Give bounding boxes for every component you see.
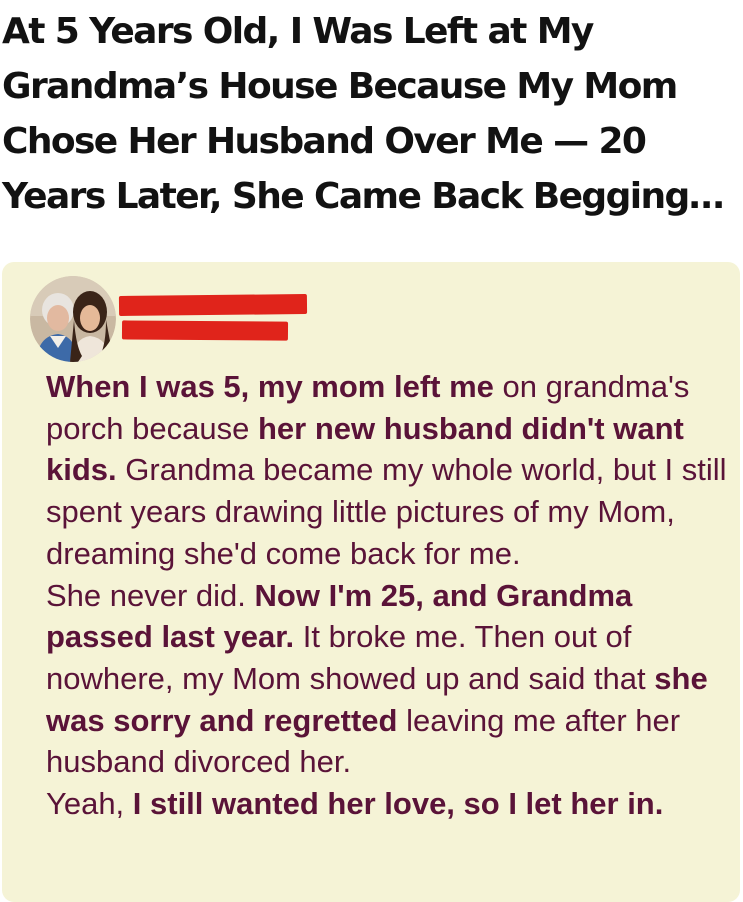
post-text: She never did.: [46, 577, 255, 613]
redacted-handle-bar: [122, 320, 288, 340]
post-text: It broke me. Then out of nowhere, my Mom showed up and said that: [46, 619, 655, 696]
post-body: [46, 366, 736, 825]
post-text-bold: When I was 5, my mom left me: [46, 369, 494, 404]
post-text: on grandma's porch because: [46, 369, 690, 446]
social-post-card: [2, 262, 740, 902]
post-text: leaving me after her husband divorced her.: [46, 702, 681, 780]
post-text: Grandma became my whole world, but I still spent years drawing little pictures of my Mom, dreaming she'd come back for me.: [46, 452, 727, 571]
post-text-bold: she was sorry and regretted: [46, 660, 708, 738]
avatar-photo-icon: [30, 276, 116, 362]
post-text-bold: Now I'm 25, and Grandma passed last year.: [46, 577, 633, 655]
post-text-bold: her new husband didn't want kids.: [46, 410, 684, 488]
post-text: Yeah,: [46, 786, 133, 822]
post-text-bold: I still wanted her love, so I let her in.: [132, 786, 664, 822]
profile-avatar[interactable]: [30, 276, 116, 362]
redacted-username-bar: [119, 294, 307, 316]
article-headline: At 5 Years Old, I Was Left at My Grandma’s House Because My Mom Chose Her Husband Over Me — 20 Years Later, She Came Back Begging…: [2, 11, 724, 217]
